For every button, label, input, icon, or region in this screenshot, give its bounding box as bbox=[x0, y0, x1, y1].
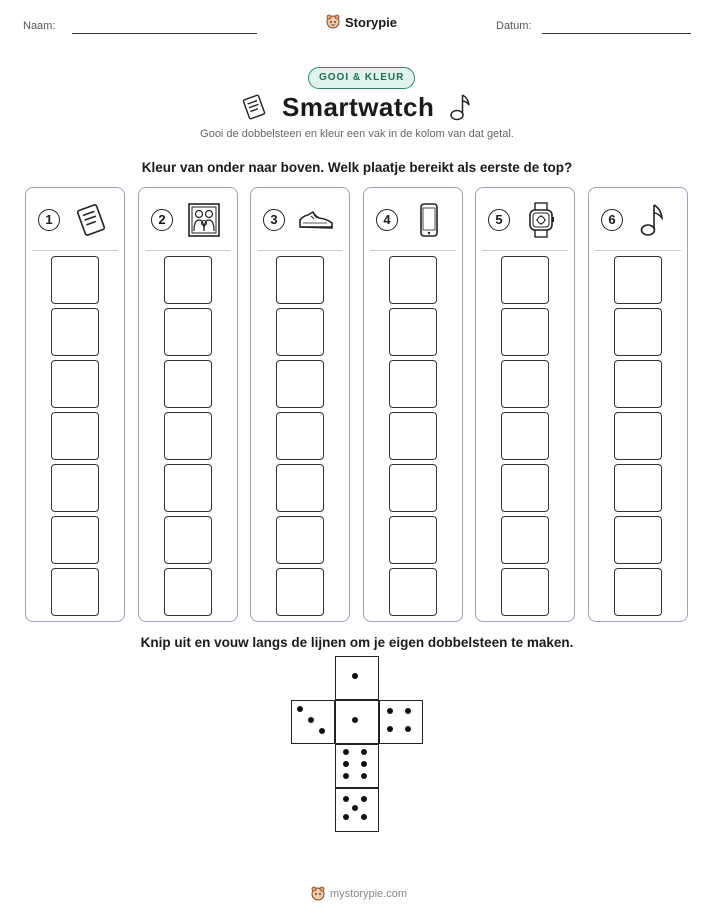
dice-column-1 bbox=[25, 187, 125, 622]
family-photo-icon bbox=[185, 201, 223, 239]
color-cell[interactable] bbox=[276, 516, 324, 564]
die-pip bbox=[352, 673, 358, 679]
column-divider bbox=[482, 250, 568, 251]
die-pip bbox=[387, 708, 393, 714]
die-face-top bbox=[335, 656, 379, 700]
die-pip bbox=[387, 726, 393, 732]
color-cell[interactable] bbox=[614, 464, 662, 512]
color-cell[interactable] bbox=[501, 412, 549, 460]
page-title: Smartwatch bbox=[282, 92, 435, 122]
date-line[interactable] bbox=[542, 33, 691, 34]
die-pip bbox=[319, 728, 325, 734]
color-cell[interactable] bbox=[389, 360, 437, 408]
color-cell[interactable] bbox=[276, 256, 324, 304]
column-number: 6 bbox=[601, 209, 623, 231]
color-cell[interactable] bbox=[276, 308, 324, 356]
column-header bbox=[251, 188, 349, 250]
color-cell[interactable] bbox=[389, 412, 437, 460]
storypie-mascot-icon bbox=[325, 14, 341, 30]
smartphone-icon bbox=[410, 201, 448, 239]
color-cell[interactable] bbox=[164, 568, 212, 616]
die-pip bbox=[352, 717, 358, 723]
dice-column-3 bbox=[250, 187, 350, 622]
die-pip bbox=[297, 706, 303, 712]
color-cell[interactable] bbox=[389, 464, 437, 512]
color-cell[interactable] bbox=[51, 516, 99, 564]
die-face-right bbox=[379, 700, 423, 744]
die-pip bbox=[361, 773, 367, 779]
color-cell[interactable] bbox=[164, 256, 212, 304]
color-cell[interactable] bbox=[164, 516, 212, 564]
color-cell[interactable] bbox=[51, 308, 99, 356]
dice-column-5 bbox=[475, 187, 575, 622]
color-cell[interactable] bbox=[501, 464, 549, 512]
die-pip bbox=[343, 796, 349, 802]
column-divider bbox=[370, 250, 456, 251]
column-number: 2 bbox=[151, 209, 173, 231]
color-cell[interactable] bbox=[51, 256, 99, 304]
die-pip bbox=[361, 749, 367, 755]
footer-site[interactable]: mystorypie.com bbox=[330, 888, 408, 900]
footer bbox=[310, 886, 407, 902]
column-header bbox=[476, 188, 574, 250]
storypie-mascot-icon bbox=[310, 886, 326, 902]
dice-column-2 bbox=[138, 187, 238, 622]
color-cell[interactable] bbox=[276, 568, 324, 616]
color-cell[interactable] bbox=[164, 308, 212, 356]
book-icon bbox=[240, 93, 268, 121]
column-number: 4 bbox=[376, 209, 398, 231]
column-header bbox=[589, 188, 687, 250]
die-pip bbox=[405, 726, 411, 732]
color-cell[interactable] bbox=[164, 464, 212, 512]
die-face-left bbox=[291, 700, 335, 744]
music-note-icon bbox=[448, 92, 474, 122]
instruction-bottom: Knip uit en vouw langs de lijnen om je eigen dobbelsteen te maken. bbox=[140, 635, 574, 650]
color-cell[interactable] bbox=[389, 256, 437, 304]
column-number: 1 bbox=[38, 209, 60, 231]
die-pip bbox=[352, 805, 358, 811]
die-pip bbox=[361, 796, 367, 802]
color-cell[interactable] bbox=[614, 412, 662, 460]
die-pip bbox=[343, 749, 349, 755]
die-pip bbox=[343, 773, 349, 779]
die-pip bbox=[308, 717, 314, 723]
column-divider bbox=[257, 250, 343, 251]
column-divider bbox=[145, 250, 231, 251]
die-face-lower bbox=[335, 744, 379, 788]
color-cell[interactable] bbox=[389, 516, 437, 564]
color-cell[interactable] bbox=[501, 568, 549, 616]
color-cell[interactable] bbox=[614, 568, 662, 616]
sneaker-icon bbox=[297, 201, 335, 239]
column-number: 3 bbox=[263, 209, 285, 231]
color-cell[interactable] bbox=[501, 256, 549, 304]
die-pip bbox=[361, 814, 367, 820]
name-label: Naam: bbox=[23, 20, 56, 32]
dice-column-6 bbox=[588, 187, 688, 622]
brand-logo bbox=[325, 14, 397, 30]
subtitle: Gooi de dobbelsteen en kleur een vak in de kolom van dat getal. bbox=[200, 128, 514, 140]
smartwatch-icon bbox=[522, 201, 560, 239]
activity-badge: GOOI & KLEUR bbox=[308, 67, 415, 89]
die-pip bbox=[361, 761, 367, 767]
color-cell[interactable] bbox=[164, 412, 212, 460]
column-number: 5 bbox=[488, 209, 510, 231]
dice-column-4 bbox=[363, 187, 463, 622]
color-cell[interactable] bbox=[614, 256, 662, 304]
column-header bbox=[26, 188, 124, 250]
color-cell[interactable] bbox=[51, 412, 99, 460]
die-face-bottom bbox=[335, 788, 379, 832]
color-cell[interactable] bbox=[501, 308, 549, 356]
color-cell[interactable] bbox=[51, 360, 99, 408]
column-divider bbox=[595, 250, 681, 251]
color-cell[interactable] bbox=[51, 568, 99, 616]
color-cell[interactable] bbox=[389, 308, 437, 356]
die-pip bbox=[343, 814, 349, 820]
color-cell[interactable] bbox=[501, 360, 549, 408]
column-divider bbox=[32, 250, 118, 251]
die-face-center bbox=[335, 700, 379, 744]
color-cell[interactable] bbox=[501, 516, 549, 564]
column-header bbox=[364, 188, 462, 250]
die-pip bbox=[405, 708, 411, 714]
color-cell[interactable] bbox=[614, 308, 662, 356]
date-label: Datum: bbox=[496, 20, 532, 32]
column-header bbox=[139, 188, 237, 250]
instruction-top: Kleur van onder naar boven. Welk plaatje bereikt als eerste de top? bbox=[141, 160, 573, 175]
color-cell[interactable] bbox=[51, 464, 99, 512]
color-cell[interactable] bbox=[276, 360, 324, 408]
color-cell[interactable] bbox=[276, 412, 324, 460]
die-pip bbox=[343, 761, 349, 767]
music-note-icon bbox=[635, 201, 673, 239]
color-cell[interactable] bbox=[614, 360, 662, 408]
book-icon bbox=[72, 201, 110, 239]
color-cell[interactable] bbox=[276, 464, 324, 512]
color-cell[interactable] bbox=[164, 360, 212, 408]
color-cell[interactable] bbox=[614, 516, 662, 564]
brand-name: Storypie bbox=[345, 14, 398, 30]
color-cell[interactable] bbox=[389, 568, 437, 616]
name-line[interactable] bbox=[72, 33, 257, 34]
